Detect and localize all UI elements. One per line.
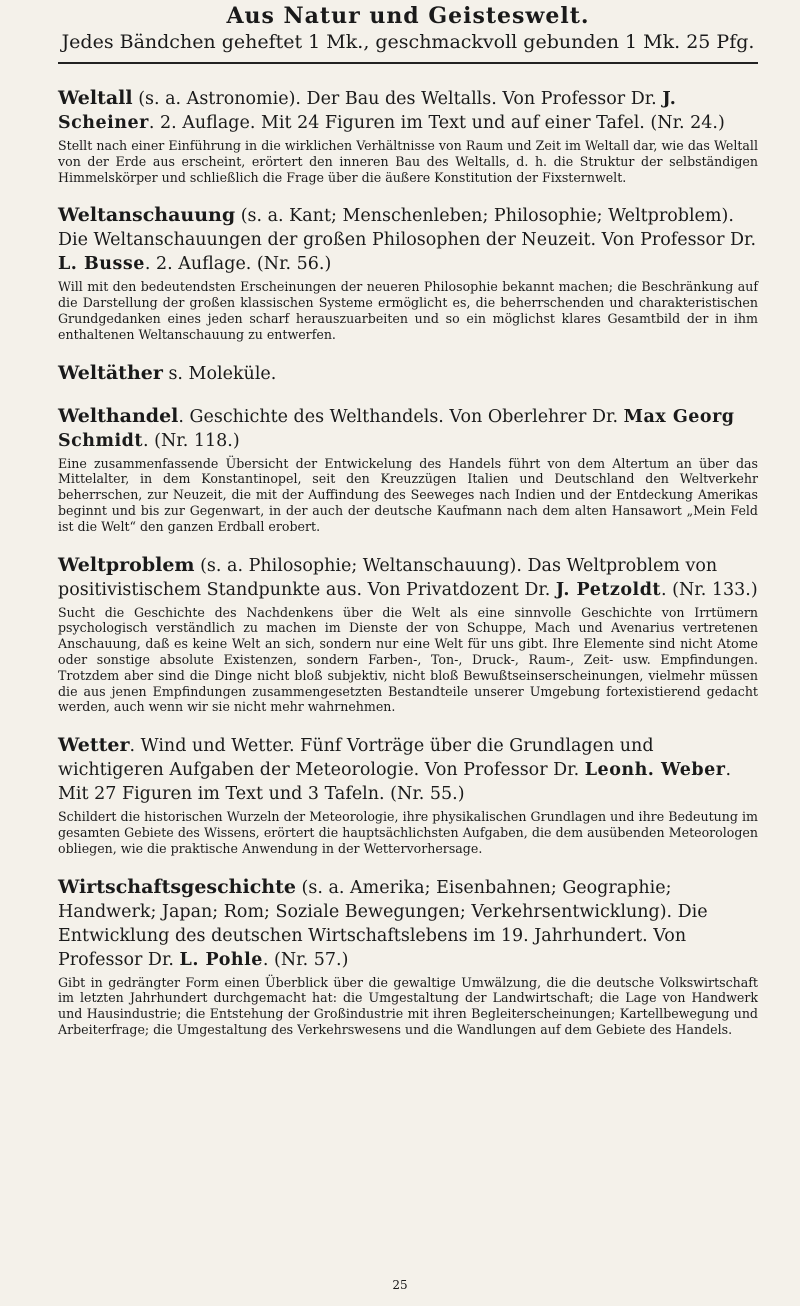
entry-description: Eine zusammenfassende Übersicht der Entwickelung des Handels führt von dem Altertum an über das Mittelalter, in dem Konstantinopel, seit den Kreuzzügen Italien und Deutschland den Weltverkehr beherrschen, zur Neuzeit, die mit der Auffindung des Seeweges nach Indien und der Entdeckung Amerikas beginnt und bis zur Gegenwart, in der auch der deutsche Kaufmann nach dem alten Hansawort „Mein Feld ist die Welt“ den ganzen Erdball erobert. <box>58 455 758 534</box>
entry-title: (s. a. Kant; Menschenleben; Philosophie; Weltproblem). Die Weltanschauungen der großen Philosophen der Neuzeit. Von Professor Dr. <box>58 206 757 251</box>
entry-description: Stellt nach einer Einführung in die wirklichen Verhältnisse von Raum und Zeit im Weltall dar, wie das Weltall von der Erde aus erscheint, erörtert den inneren Bau des Weltalls, d. h. die Struktur der selbständigen Himmelskörper und schließlich die Frage über die äußere Konstitution der Fixsternwelt. <box>58 138 758 185</box>
price-note: Jedes Bändchen geheftet 1 Mk., geschmackvoll gebunden 1 Mk. 25 Pfg. <box>61 31 755 53</box>
entry-title: . Geschichte des Welthandels. Von Oberlehrer Dr. <box>178 406 624 427</box>
page-number: 25 <box>392 1278 408 1292</box>
header-divider <box>58 62 758 64</box>
entry-heading <box>58 86 758 135</box>
entry-title: s. Moleküle. <box>162 363 277 384</box>
entry-author: Max Georg Schmidt <box>58 406 735 451</box>
entry-description: Sucht die Geschichte des Nachdenkens über die Welt als eine sinnvolle Geschichte von Irrtümern psychologisch verständlich zu machen im Dienste der von Schuppe, Mach und Avenarius vertretenen Anschauung, daß es keine Welt an sich, sondern nur eine Welt für uns gibt. Ihre Elemente sind nicht Atome oder sonstige absolute Existenzen, sondern Farben-, Ton-, Druck-, Raum-, Zeit- usw. Empfindungen. Trotzdem aber sind die Dinge nicht bloß subjektiv, nicht bloß Bewußtseinserscheinungen, vielmehr müssen die aus jenen Empfindungen zusammengesetzten Bestandteile unserer Umgebung fortexistierend gedacht werden, auch wenn wir sie nicht mehr wahrnehmen. <box>58 604 758 715</box>
entry-keyword: Welthandel <box>58 404 179 427</box>
entry-details: . Mit 27 Figuren im Text und 3 Tafeln. (Nr. 55.) <box>58 760 732 805</box>
catalog-entry <box>58 553 758 716</box>
entry-details: . (Nr. 133.) <box>661 579 758 600</box>
entry-heading <box>58 875 758 972</box>
catalog-entry <box>58 875 758 1038</box>
entry-details: . 2. Auflage. (Nr. 56.) <box>144 254 332 275</box>
entry-keyword: Weltall <box>58 87 133 109</box>
entry-author: L. Pohle <box>179 949 263 970</box>
entry-keyword: Weltproblem <box>58 553 195 576</box>
entry-list <box>58 86 758 1038</box>
entry-keyword: Weltanschauung <box>58 204 236 227</box>
series-title: Aus Natur und Geisteswelt. <box>226 3 590 29</box>
catalog-entry <box>58 203 758 342</box>
entry-heading <box>58 361 758 386</box>
entry-heading <box>58 203 758 276</box>
entry-description: Schildert die historischen Wurzeln der Meteorologie, ihre physikalischen Grundlagen und ihre Bedeutung im gesamten Gebiete des Wissens, erörtert die hauptsächlichsten Aufgaben, die dem ausübenden Meteorologen obliegen, wie die praktische Anwendung in der Wettervorhersage. <box>58 809 758 856</box>
entry-title: (s. a. Amerika; Eisenbahnen; Geographie; Handwerk; Japan; Rom; Soziale Bewegungen; Verkehrsentwicklung). Die Entwicklung des deutschen Wirtschaftslebens im 19. Jahrhundert. Von Professor Dr. <box>58 877 708 970</box>
entry-title: (s. a. Astronomie). Der Bau des Weltalls. Von Professor Dr. <box>132 89 663 109</box>
entry-keyword: Weltäther <box>58 361 163 384</box>
entry-heading <box>58 553 758 602</box>
entry-author: Leonh. Weber <box>584 760 726 781</box>
entry-author: J. Scheiner <box>58 89 677 133</box>
catalog-entry <box>58 86 758 185</box>
entry-heading <box>58 733 758 806</box>
entry-details: . (Nr. 57.) <box>262 949 349 970</box>
entry-keyword: Wirtschaftsgeschichte <box>58 875 296 898</box>
entry-author: J. Petzoldt <box>555 579 662 600</box>
entry-details: . 2. Auflage. Mit 24 Figuren im Text und auf einer Tafel. (Nr. 24.) <box>148 113 725 133</box>
entry-description: Will mit den bedeutendsten Erscheinungen der neueren Philosophie bekannt machen; die Beschränkung auf die Darstellung der großen klassischen Systeme ermöglicht es, die beherrschenden und charakteristischen Grundgedanken eines jeden scharf herauszuarbeiten und so ein möglichst klares Gesamtbild der in ihm enthaltenen Weltanschauung zu entwerfen. <box>58 279 758 342</box>
catalog-entry <box>58 404 758 535</box>
entry-title: (s. a. Philosophie; Weltanschauung). Das Weltproblem von positivistischem Standpunkte aus. Von Privatdozent Dr. <box>58 555 718 600</box>
catalog-entry <box>58 361 758 386</box>
entry-description: Gibt in gedrängter Form einen Überblick über die gewaltige Umwälzung, die die deutsche Volkswirtschaft im letzten Jahrhundert durchgemacht hat: die Umgestaltung der Landwirtschaft; die Lage von Handwerk und Hausindustrie; die Entstehung der Großindustrie mit ihren Begleiterscheinungen; Kartellbewegung und Arbeiterfrage; die Umgestaltung des Verkehrswesens und die Wandlungen auf dem Gebiete des Handels. <box>58 974 758 1037</box>
entry-title: . Wind und Wetter. Fünf Vorträge über die Grundlagen und wichtigeren Aufgaben der Meteorologie. Von Professor Dr. <box>58 736 654 781</box>
entry-author: L. Busse <box>58 254 145 275</box>
entry-details: . (Nr. 118.) <box>143 430 240 451</box>
entry-keyword: Wetter <box>58 734 130 757</box>
entry-heading <box>58 404 758 453</box>
catalog-entry <box>58 733 758 856</box>
